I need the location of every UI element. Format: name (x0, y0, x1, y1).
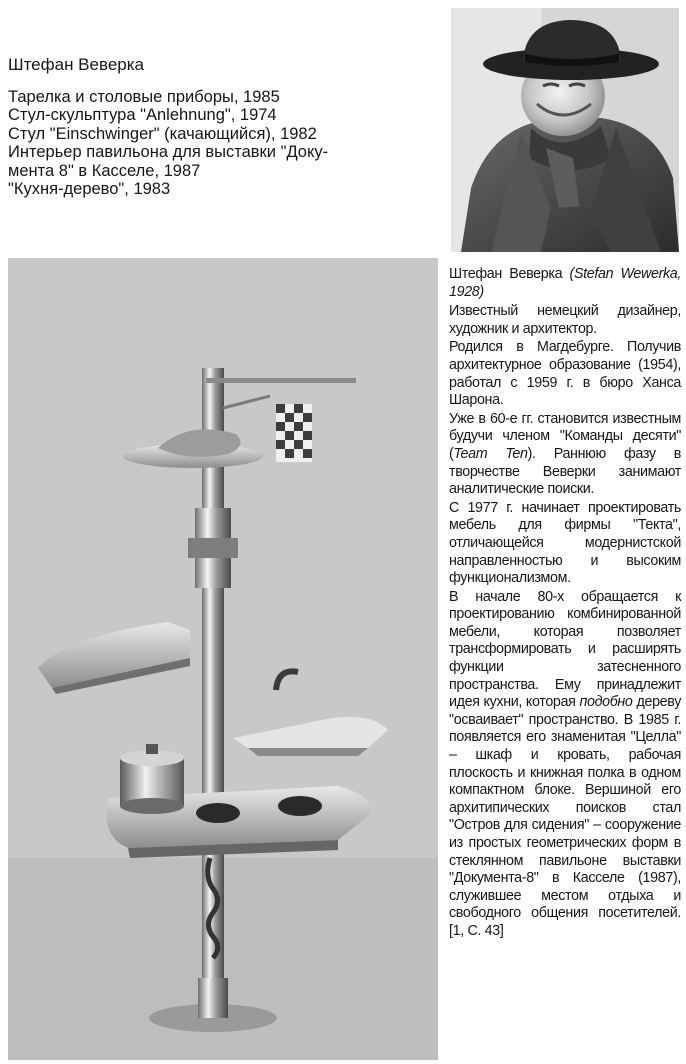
bio-paragraph (449, 589, 681, 941)
bio-author-name: Штефан Веверка (449, 266, 563, 282)
work-item: Стул "Einschwinger" (качающийся), 1982 (8, 124, 317, 143)
bio-paragraph (449, 411, 681, 499)
bio-text-run: Уже в 60-е гг. становится известным будучи членом "Команды десяти" ( (449, 410, 681, 462)
work-item: Стул-скульптура "Anlehnung", 1974 (8, 106, 277, 125)
work-item: Интерьер павильона для выставки "Доку- (8, 143, 329, 162)
bio-text-run: ). Раннюю фазу в творчестве Веверки занимают аналитические поиски. (449, 445, 681, 498)
author-name: Штефан Веверка (8, 55, 144, 74)
caption-block (8, 54, 448, 198)
works-list (8, 88, 448, 198)
portrait-photo (451, 8, 679, 252)
bio-paragraph: Известный немецкий дизайнер, художник и архитектор. (449, 303, 681, 337)
bio-heading (449, 266, 681, 301)
kitchen-tree-photo (8, 258, 438, 1060)
bio-paragraph: Родился в Магдебурге. Получив архитектурное образование (1954), работал с 1959 г. в бюро Ханса Шарона. (449, 339, 681, 409)
bio-text-run: дереву "осваивает" пространство. В 1985 г. появляется его знаменитая "Целла" – шкаф и кровать, рабочая плоскость и книжная полка в одном компактном блоке. Вершиной его архитипических поисков стал "Остров для сидения" – сооружение из простых геометрических форм в стеклянном павильоне выставки "Документа-8" в Касселе (1987), служившее местом отдыха и свободного общения посетителей. [1, С. 43] (449, 694, 681, 939)
bio-team-ten: Team Ten (453, 445, 528, 462)
bio-text-run: В начале 80-х обращается к проектированию комбинированной мебели, которая позволяет трансформировать и расширять функции затесненного пространства. Ему принадлежит идея кухни, которая (449, 588, 681, 711)
portrait-illustration (451, 8, 679, 252)
bio-paragraph: С 1977 г. начинает проектировать мебель для фирмы "Текта", отличающейся модернистской направленностью и высоким функционализмом. (449, 499, 681, 587)
work-item: Тарелка и столовые приборы, 1985 (8, 88, 280, 106)
bio-emphasis: подобно (579, 694, 633, 711)
work-item: мента 8" в Касселе, 1987 (8, 161, 201, 180)
biography-column (449, 266, 681, 942)
work-item: "Кухня-дерево", 1983 (8, 180, 171, 199)
bio-author-latin: (Stefan Wewerka, 1928) (449, 266, 682, 300)
kitchen-tree-illustration (8, 258, 438, 1060)
